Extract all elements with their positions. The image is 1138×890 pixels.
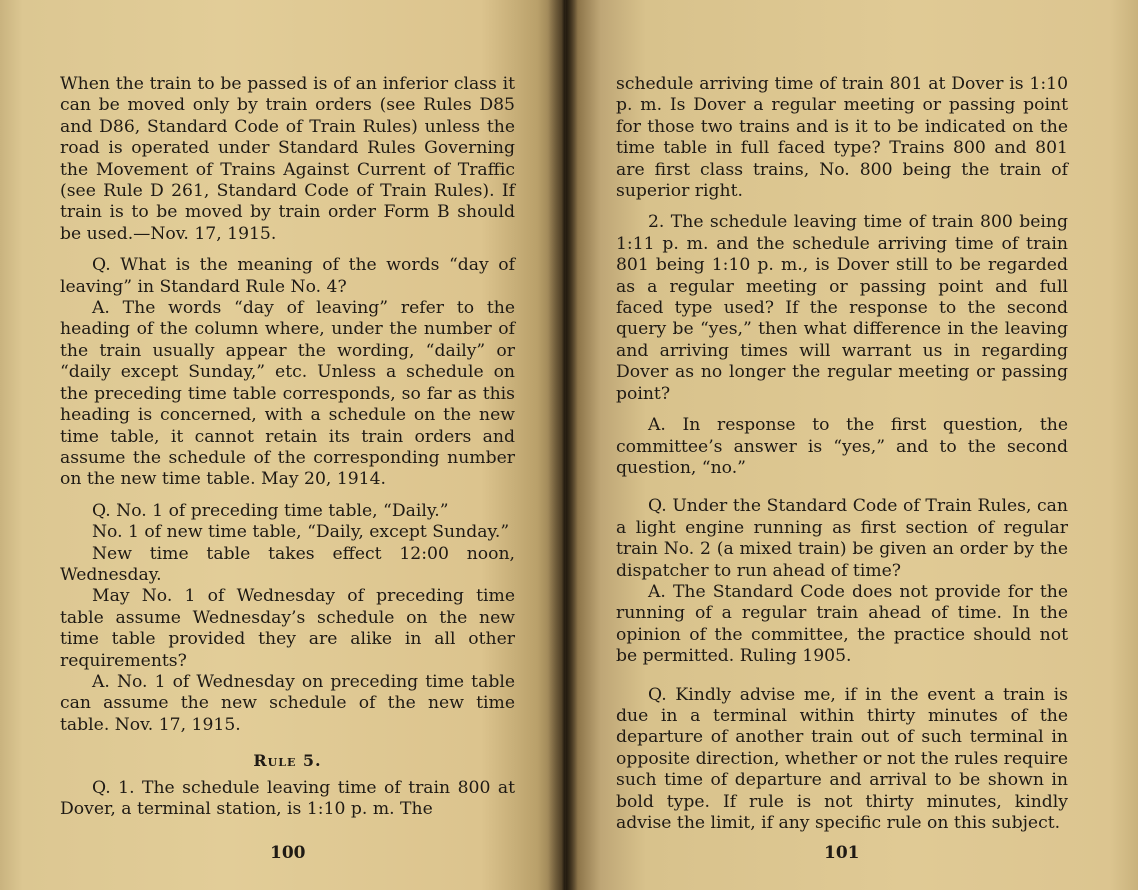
paragraph: A. The words “day of leaving” refer to the heading of the column where, under the number of the train usually appear the wording, “daily” or “daily except Sunday,” etc. Unless a schedule on the preceding time table corresponds, so far as this heading is concerned, with a schedule on the new time table, it cannot retain its train orders and assume the schedule of the corresponding number on the new time table. May 20, 1914. xyxy=(60,298,515,490)
paragraph: When the train to be passed is of an inferior class it can be moved only by train orders (see Rules D85 and D86, Standard Code of Train Rules) unless the road is operated under Standard Rules Governing the Movement of Trains Against Current of Traffic (see Rule D 261, Standard Code of Train Rules). If train is to be moved by train order Form B should be used.—Nov. 17, 1915. xyxy=(60,74,515,244)
paragraph: Q. 1. The schedule leaving time of train 800 at Dover, a terminal station, is 1:10 p. m. The xyxy=(60,777,515,819)
paragraph: No. 1 of new time table, “Daily, except Sunday.” xyxy=(92,522,510,543)
paragraph: A. No. 1 of Wednesday on preceding time table can assume the new schedule of the new time table. Nov. 17, 1915. xyxy=(60,671,515,735)
paragraph: Q. No. 1 of preceding time table, “Daily.” xyxy=(92,500,449,521)
paragraph: Q. Under the Standard Code of Train Rules, can a light engine running as first section of regular train No. 2 (a mixed train) be given an order by the dispatcher to run ahead of time? xyxy=(616,496,1068,581)
left-page-text xyxy=(60,74,515,820)
page-number: 100 xyxy=(270,843,306,863)
paragraph: Q. What is the meaning of the words “day of leaving” in Standard Rule No. 4? xyxy=(60,255,515,297)
right-page-text xyxy=(616,74,1068,834)
paragraph: schedule arriving time of train 801 at Dover is 1:10 p. m. Is Dover a regular meeting or passing point for those two trains and is it to be indicated on the time table in full faced type? Trains 800 and 801 are first class trains, No. 800 being the train of superior right. xyxy=(616,74,1068,202)
paragraph: New time table takes effect 12:00 noon, Wednesday. xyxy=(60,543,515,585)
paragraph: Q. Kindly advise me, if in the event a train is due in a terminal within thirty minutes of the departure of another train out of such terminal in opposite direction, whether or not the rules require such time of departure and arrival to be shown in bold type. If rule is not thirty minutes, kindly advise the limit, if any specific rule on this subject. xyxy=(616,684,1068,833)
left-page xyxy=(0,0,566,890)
paragraph: A. In response to the first question, the committee’s answer is “yes,” and to the second question, “no.” xyxy=(616,415,1068,478)
paragraph: 2. The schedule leaving time of train 800 being 1:11 p. m. and the schedule arriving time of train 801 being 1:10 p. m., is Dover still to be regarded as a regular meeting or passing point and full faced type used? If the response to the second query be “yes,” then what difference in the leaving and arriving times will warrant us in regarding Dover as no longer the regular meeting or passing point? xyxy=(616,212,1068,404)
section-heading: Rule 5. xyxy=(253,751,322,771)
page-number: 101 xyxy=(824,843,860,863)
book-spine-gutter xyxy=(548,0,578,890)
paragraph: May No. 1 of Wednesday of preceding time table assume Wednesday’s schedule on the new time table provided they are alike in all other requirements? xyxy=(60,586,515,671)
paragraph: A. The Standard Code does not provide for the running of a regular train ahead of time. In the opinion of the committee, the practice should not be permitted. Ruling 1905. xyxy=(616,581,1068,667)
